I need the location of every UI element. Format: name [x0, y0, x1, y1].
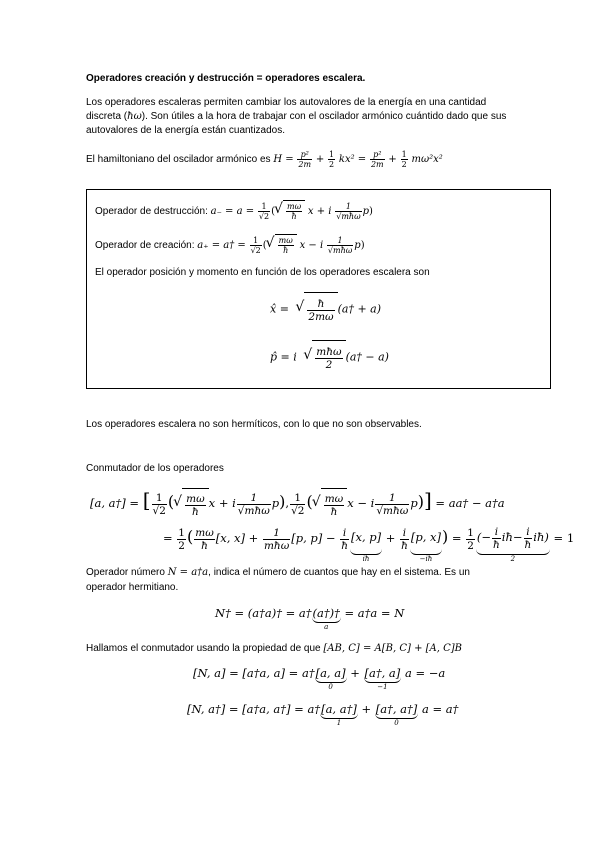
intro-line-2 — [86, 110, 506, 124]
creation-sqrt: √ $\frac{m\omega}{ħ}$ — [275, 234, 297, 257]
number-operator-line-2: operador hermitiano. — [86, 582, 179, 593]
creation-label: Operador de creación: — [95, 240, 195, 252]
underbrace-a-adag: [a, a†] 1 — [321, 702, 357, 727]
commutator-property-line: Hallamos el conmutador usando la propiedad de que [AB, C] = A[B, C] + [A, C]B — [86, 643, 463, 654]
hamiltonian-p2-frac: $\frac{\text{p²}}{2m}$ — [298, 150, 312, 169]
intro-line-2-post: ). Son útiles a la hora de trabajar con el oscilador armónico cuántido dado que sus — [141, 111, 507, 122]
commutator-equation-2: = $\frac{1}{2}$ ( $\frac{m\omega}{ħ}$ [x, x] + $\frac{1}{\text{mħω}}$ [p, p] − $\frac{i}{ħ}$ [x, p] iħ + $\frac{i}{ħ}$ [p, x] −iħ ) = $\frac{1}{2}$ (− $\frac{i}{ħ}$ iħ− $\frac{i}{ħ}$ iħ) 2 = 1 — [163, 520, 574, 563]
destruction-inv: $\frac{1}{\text{√mħω}}$ — [336, 202, 361, 221]
hamiltonian-line — [86, 150, 443, 170]
p-hat-equation — [270, 340, 389, 375]
creation-operator-line: Operador de creación: a₊ = a† = $\frac{1}{√2}$ ( √ $\frac{m\omega}{ħ}$ x − i $\frac{1}{\text{√mħω}}$ p) — [95, 234, 365, 257]
creation-inv: $\frac{1}{\text{√mħω}}$ — [327, 236, 353, 255]
commutator-property: [AB, C] = A[B, C] + [A, C]B — [323, 643, 463, 654]
commutator-equation-1: [a, a†] = [ $\frac{1}{√2}$ ( √ $\frac{m\omega}{ħ}$ x + i $\frac{1}{\text{√mħω}}$ p), $\frac{1}{√2}$ ( √ $\frac{m\omega}{ħ}$ x − i $\frac{1}{\text{√mħω}}$ p)] = aa† − a†a — [90, 484, 505, 521]
p-hat-rhs: (a† − a) — [345, 350, 389, 364]
underbrace-adag-adag: [a†, a†] 0 — [375, 702, 418, 727]
creation-x-minus: x − i — [299, 240, 324, 252]
p-hat-sqrt: √ $\frac{\text{mħω}}{2}$ — [312, 340, 345, 375]
hermitian-note: Los operadores escalera no son hermíticos, con lo que no son observables. — [86, 419, 422, 430]
intro-line-2-pre: discreta ( — [86, 111, 128, 122]
commutator-lhs: [a, a†] = — [90, 496, 140, 510]
destruction-lhs: a₋ = a = — [210, 206, 255, 218]
intro-line-2-math: ħω — [127, 111, 142, 122]
commutator-heading: Conmutador de los operadores — [86, 463, 224, 474]
destruction-sqrt: √ $\frac{m\omega}{ħ}$ — [283, 200, 305, 223]
underbrace-a-dagger: (a†)† a — [312, 606, 340, 631]
number-operator-def: N = a†a — [167, 567, 209, 578]
hamiltonian-half-frac-2: $\frac{1}{2}$ — [401, 150, 407, 169]
creation-lhs: a₊ = a† = — [197, 240, 246, 252]
hamiltonian-p2-frac-2: $\frac{\text{p²}}{2m}$ — [370, 150, 384, 169]
position-momentum-text: El operador posición y momento en función de los operadores escalera son — [95, 267, 430, 278]
intro-line-1: Los operadores escaleras permiten cambiar los autovalores de la energía en una cantidad — [86, 97, 487, 108]
x-hat-lhs: x̂ = — [270, 302, 289, 316]
destruction-label: Operador de destrucción: — [95, 206, 208, 218]
number-operator-equation: N† = (a†a)† = a† (a†)† a = a†a = N — [215, 606, 405, 631]
page-title: Operadores creación y destrucción = operadores escalera. — [86, 73, 366, 84]
intro-line-3: autovalores de la energía están cuantizados. — [86, 125, 286, 136]
hamiltonian-mw2x2: mω²x² — [411, 154, 443, 166]
x-hat-equation — [270, 292, 381, 327]
hamiltonian-plus-2: + — [388, 154, 397, 166]
underbrace-xp: [x, p] iħ — [350, 520, 382, 563]
hamiltonian-lhs: H = — [273, 154, 294, 166]
p-hat-lhs: p̂ = i — [270, 350, 297, 364]
x-hat-sqrt: √ $\frac{ħ}{2m\omega}$ — [304, 292, 337, 327]
commutator-result: = 1 — [553, 531, 575, 545]
underbrace-sum: (− $\frac{i}{ħ}$ iħ− $\frac{i}{ħ}$ iħ) 2 — [476, 520, 550, 563]
underbrace-a-a: [a, a] 0 — [315, 666, 346, 691]
x-hat-rhs: (a† + a) — [337, 302, 382, 316]
commutator-n-a: [N, a] = [a†a, a] = a† [a, a] 0 + [a†, a] −1 a = −a — [193, 666, 446, 691]
commutator-n-adag: [N, a†] = [a†a, a†] = a† [a, a†] 1 + [a†, a†] 0 a = a† — [187, 702, 459, 727]
destruction-x-plus: x + i — [307, 206, 332, 218]
hamiltonian-text: El hamiltoniano del oscilador armónico es — [86, 154, 271, 166]
underbrace-px: [p, x] −iħ — [410, 520, 442, 563]
hamiltonian-half-frac-1: $\frac{1}{2}$ — [329, 150, 335, 169]
creation-p: p — [354, 240, 361, 252]
hamiltonian-kx2: kx² = — [338, 154, 367, 166]
underbrace-adag-a: [a†, a] −1 — [364, 666, 401, 691]
creation-coef: $\frac{1}{√2}$ — [250, 236, 261, 255]
number-operator-line-1: Operador número N = a†a, indica el número de cuantos que hay en el sistema. Es un — [86, 567, 470, 578]
commutator-rhs-1: = aa† − a†a — [435, 496, 505, 510]
destruction-operator-line: Operador de destrucción: a₋ = a = $\frac{1}{√2}$ ( √ $\frac{m\omega}{ħ}$ x + i $\frac{1}{\text{√mħω}}$ p) — [95, 200, 373, 223]
destruction-p: p — [362, 206, 370, 218]
destruction-coef: $\frac{1}{√2}$ — [258, 202, 270, 221]
hamiltonian-plus-1: + — [315, 154, 325, 166]
